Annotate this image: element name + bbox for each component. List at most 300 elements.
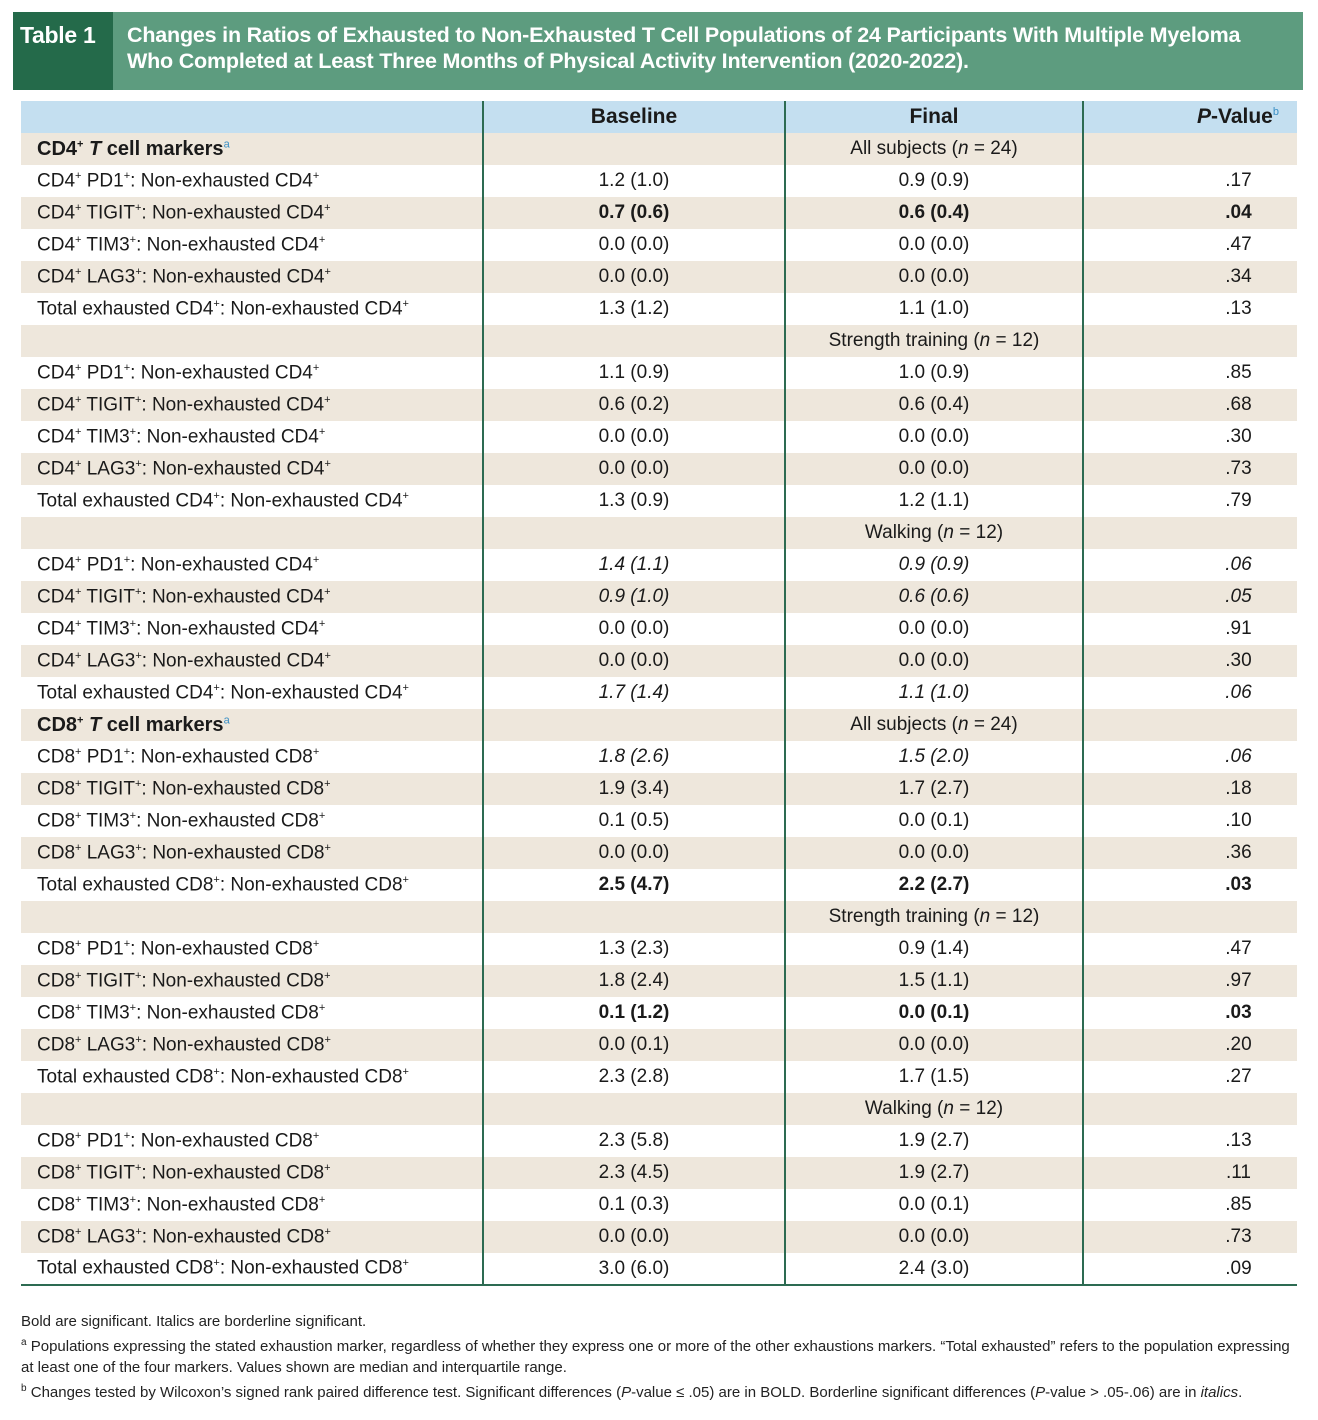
row-label-ref: CD8 [286, 842, 325, 864]
row-label-plus: + [134, 969, 142, 982]
row-label-type: PD1 [86, 746, 124, 768]
row-label-non-exhausted: : Non-exhausted [141, 778, 287, 800]
row-label-type: TIM3 [86, 618, 130, 640]
row-label-type: PD1 [86, 170, 124, 192]
table-row [21, 165, 1297, 197]
row-label-plus: + [213, 297, 220, 310]
group-n-open: ( [968, 906, 980, 927]
row-label-type: TIM3 [86, 810, 130, 832]
table-row [21, 197, 1297, 229]
final-cell: 0.0 (0.0) [785, 1221, 1083, 1253]
header-row [21, 101, 1297, 133]
footnote-a-mark: a [21, 1337, 27, 1348]
row-label-ref: CD4 [286, 458, 325, 480]
baseline-cell: 1.1 (0.9) [483, 357, 785, 389]
section-label-marker: CD4 [37, 137, 78, 160]
table-row [21, 1125, 1297, 1157]
row-label-plus: + [75, 809, 82, 822]
row-label-plus: + [123, 553, 131, 566]
row-label-total: Total exhausted [37, 874, 176, 896]
row-label-marker: CD8 [175, 1257, 214, 1279]
row-label-non-exhausted: : Non-exhausted [136, 426, 281, 448]
row-label-plus: + [324, 841, 331, 854]
row-label-ref: CD4 [280, 618, 319, 640]
row-label-plus: + [134, 1161, 142, 1174]
row-label [21, 741, 483, 773]
group-header-blank [483, 1093, 785, 1125]
final-cell: 1.2 (1.1) [785, 485, 1083, 517]
row-label-ref: CD8 [274, 938, 313, 960]
row-label-plus: + [75, 1033, 82, 1046]
row-label-marker: CD4 [175, 490, 214, 512]
row-label-plus: + [318, 809, 326, 822]
baseline-cell: 0.0 (0.0) [483, 453, 785, 485]
row-label-marker: CD8 [37, 1162, 76, 1184]
row-label-plus: + [123, 745, 131, 758]
baseline-cell: 1.9 (3.4) [483, 773, 785, 805]
group-header-blank [1083, 517, 1297, 549]
row-label-plus: + [123, 169, 131, 182]
baseline-cell: 0.6 (0.2) [483, 389, 785, 421]
group-n-open: ( [968, 330, 980, 351]
pvalue-cell: .79 [1083, 485, 1297, 517]
group-n-var: n [943, 1098, 954, 1119]
footnote-b-text-2: -value ≤ .05) are in BOLD. Borderline significant differences ( [631, 1384, 1036, 1401]
row-label-plus: + [213, 1065, 220, 1078]
pvalue-cell: .06 [1083, 677, 1297, 709]
row-label-plus: + [213, 1257, 220, 1270]
table-row [21, 485, 1297, 517]
baseline-cell: 0.0 (0.0) [483, 613, 785, 645]
table-row [21, 837, 1297, 869]
group-n-value: = 12) [953, 522, 1004, 543]
table-row [21, 677, 1297, 709]
row-label-ref: CD8 [274, 1130, 313, 1152]
row-label-type: TIM3 [86, 426, 130, 448]
row-label-plus: + [213, 489, 220, 502]
table-row [21, 773, 1297, 805]
row-label [21, 261, 483, 293]
row-label-marker: CD8 [37, 842, 76, 864]
row-label-non-exhausted: : Non-exhausted [141, 1034, 287, 1056]
row-label-type: PD1 [86, 362, 124, 384]
row-label-ref: CD8 [286, 1226, 325, 1248]
row-label-plus: + [312, 553, 320, 566]
group-header-blank [483, 901, 785, 933]
baseline-cell: 0.1 (0.3) [483, 1189, 785, 1221]
row-label-plus: + [135, 1033, 142, 1046]
table-row [21, 421, 1297, 453]
final-cell: 0.0 (0.0) [785, 453, 1083, 485]
row-label [21, 773, 483, 805]
row-label [21, 389, 483, 421]
row-label-plus: + [312, 361, 320, 374]
group-name: All subjects [850, 714, 947, 735]
row-label-non-exhausted: : Non-exhausted [136, 1002, 281, 1024]
row-label-plus: + [75, 393, 82, 406]
row-label [21, 293, 483, 325]
group-name: Walking [864, 522, 932, 543]
baseline-cell: 0.0 (0.0) [483, 1221, 785, 1253]
final-cell: 0.9 (1.4) [785, 933, 1083, 965]
section-label-footnote: a [223, 713, 230, 726]
row-label-ref: CD4 [286, 394, 325, 416]
final-cell: 2.4 (3.0) [785, 1253, 1083, 1285]
row-label-plus: + [134, 777, 142, 790]
row-label [21, 485, 483, 517]
row-label-ref: CD8 [286, 1162, 325, 1184]
pvalue-cell: .73 [1083, 453, 1297, 485]
row-label-plus: + [135, 841, 142, 854]
pvalue-cell: .73 [1083, 1221, 1297, 1253]
table-row [21, 1061, 1297, 1093]
section-label-cell [21, 709, 483, 741]
row-label-marker: CD4 [37, 618, 76, 640]
group-header-row [21, 325, 1297, 357]
group-name: Walking [864, 1098, 932, 1119]
row-label-plus: + [129, 809, 137, 822]
header-pvalue-footnote: b [1272, 106, 1279, 118]
table-row [21, 581, 1297, 613]
footnote-b-text-3: -value > .05-.06) are in [1045, 1384, 1201, 1401]
group-header-row [21, 133, 1297, 165]
group-n-value: = 24) [968, 714, 1018, 735]
row-label-non-exhausted: : Non-exhausted [136, 618, 281, 640]
table-row [21, 389, 1297, 421]
row-label-plus: + [75, 425, 82, 438]
footnote-b-p2: P [1035, 1384, 1046, 1401]
baseline-cell: 0.7 (0.6) [483, 197, 785, 229]
section-label-footnote: a [223, 137, 230, 150]
row-label-ref: CD4 [274, 554, 313, 576]
group-n-var: n [943, 522, 954, 543]
row-label-marker: CD8 [37, 970, 76, 992]
group-n-var: n [979, 330, 991, 351]
row-label-non-exhausted: : Non-exhausted [219, 874, 365, 896]
baseline-cell: 0.1 (0.5) [483, 805, 785, 837]
row-label-ref: CD8 [286, 778, 325, 800]
pvalue-cell: .06 [1083, 549, 1297, 581]
row-label-plus: + [402, 873, 409, 886]
row-label [21, 613, 483, 645]
row-label-plus: + [312, 745, 320, 758]
row-label-non-exhausted: : Non-exhausted [141, 650, 287, 672]
table-row [21, 997, 1297, 1029]
row-label-total: Total exhausted [37, 490, 176, 512]
group-n-open: ( [931, 522, 944, 543]
row-label-plus: + [75, 361, 82, 374]
header-baseline: Baseline [483, 101, 785, 133]
row-label-non-exhausted: : Non-exhausted [141, 394, 287, 416]
row-label-type: TIM3 [86, 1194, 130, 1216]
group-n-open: ( [946, 714, 958, 735]
row-label [21, 933, 483, 965]
row-label-marker: CD8 [37, 938, 76, 960]
final-cell: 1.5 (1.1) [785, 965, 1083, 997]
section-label-marker: CD8 [37, 713, 78, 736]
row-label-plus: + [75, 585, 82, 598]
footnote-a [21, 1332, 1306, 1378]
row-label-marker: CD4 [37, 458, 76, 480]
row-label-non-exhausted: : Non-exhausted [219, 490, 365, 512]
pvalue-cell: .34 [1083, 261, 1297, 293]
row-label-plus: + [312, 1129, 320, 1142]
final-cell: 1.1 (1.0) [785, 677, 1083, 709]
section-label-text: cell markers [101, 137, 224, 160]
footnote-b-italics: italics [1200, 1384, 1239, 1401]
final-cell: 0.0 (0.0) [785, 837, 1083, 869]
footnote-b [21, 1378, 1306, 1403]
row-label-plus: + [312, 937, 320, 950]
row-label-plus: + [318, 233, 326, 246]
table-row [21, 1189, 1297, 1221]
group-header-blank [483, 325, 785, 357]
final-cell: 1.5 (2.0) [785, 741, 1083, 773]
row-label [21, 1221, 483, 1253]
final-cell: 1.1 (1.0) [785, 293, 1083, 325]
row-label [21, 805, 483, 837]
row-label-plus: + [75, 169, 82, 182]
row-label [21, 165, 483, 197]
baseline-cell: 0.0 (0.1) [483, 1029, 785, 1061]
pvalue-cell: .27 [1083, 1061, 1297, 1093]
group-header-row [21, 901, 1297, 933]
group-label [785, 133, 1083, 165]
footnote-b-text-1: Changes tested by Wilcoxon’s signed rank paired difference test. Significant differences ( [26, 1384, 622, 1401]
group-n-open: ( [946, 138, 958, 159]
header-final: Final [785, 101, 1083, 133]
row-label-ref: CD8 [280, 1194, 319, 1216]
row-label-plus: + [318, 1001, 326, 1014]
row-label-total: Total exhausted [37, 298, 176, 320]
row-label-ref: CD8 [286, 970, 325, 992]
row-label-plus: + [324, 777, 331, 790]
data-table-container [21, 101, 1297, 1286]
pvalue-cell: .85 [1083, 1189, 1297, 1221]
row-label-plus: + [129, 1193, 137, 1206]
final-cell: 1.9 (2.7) [785, 1157, 1083, 1189]
row-label-marker: CD8 [37, 778, 76, 800]
row-label-plus: + [324, 1033, 331, 1046]
row-label-plus: + [312, 169, 320, 182]
group-label [785, 517, 1083, 549]
table-title-bar [13, 12, 1303, 90]
table-row [21, 453, 1297, 485]
group-header-blank [1083, 133, 1297, 165]
table-number-label: Table 1 [13, 12, 113, 90]
row-label-ref: CD4 [274, 170, 313, 192]
row-label-plus: + [324, 457, 331, 470]
row-label-plus: + [134, 585, 142, 598]
row-label-non-exhausted: : Non-exhausted [130, 362, 275, 384]
row-label-plus: + [402, 489, 409, 502]
pvalue-cell: .18 [1083, 773, 1297, 805]
pvalue-cell: .20 [1083, 1029, 1297, 1061]
final-cell: 0.0 (0.1) [785, 805, 1083, 837]
row-label-plus: + [135, 649, 142, 662]
row-label-marker: CD4 [37, 426, 76, 448]
row-label-type: LAG3 [86, 650, 136, 672]
pvalue-cell: .03 [1083, 997, 1297, 1029]
row-label-plus: + [324, 1225, 331, 1238]
row-label-total: Total exhausted [37, 1257, 176, 1279]
row-label-plus: + [129, 425, 137, 438]
row-label-non-exhausted: : Non-exhausted [219, 1257, 365, 1279]
final-cell: 0.0 (0.0) [785, 261, 1083, 293]
row-label-plus: + [324, 201, 331, 214]
row-label-type: LAG3 [86, 1034, 136, 1056]
row-label-marker: CD8 [37, 1034, 76, 1056]
row-label-non-exhausted: : Non-exhausted [141, 1226, 287, 1248]
row-label-ref: CD4 [280, 426, 319, 448]
row-label-plus: + [75, 1001, 82, 1014]
group-header-blank [1083, 1093, 1297, 1125]
row-label-ref: CD4 [280, 234, 319, 256]
row-label-non-exhausted: : Non-exhausted [141, 586, 287, 608]
table-title: Changes in Ratios of Exhausted to Non-Exhausted T Cell Populations of 24 Participants With Multiple Myeloma Who Completed at Least Three Months of Physical Activity Intervention (2020-2022). [127, 23, 1241, 73]
pvalue-cell: .68 [1083, 389, 1297, 421]
row-label-total: Total exhausted [37, 682, 176, 704]
row-label-plus: + [75, 969, 82, 982]
table-row [21, 1221, 1297, 1253]
final-cell: 0.0 (0.0) [785, 1029, 1083, 1061]
baseline-cell: 0.0 (0.0) [483, 421, 785, 453]
group-name: Strength training [828, 330, 969, 351]
row-label-type: TIGIT [86, 586, 135, 608]
baseline-cell: 1.2 (1.0) [483, 165, 785, 197]
row-label-ref: CD8 [274, 746, 313, 768]
row-label [21, 453, 483, 485]
row-label [21, 229, 483, 261]
baseline-cell: 1.3 (2.3) [483, 933, 785, 965]
row-label [21, 1125, 483, 1157]
row-label-type: TIGIT [86, 394, 135, 416]
row-label [21, 1061, 483, 1093]
pvalue-cell: .03 [1083, 869, 1297, 901]
row-label-type: TIM3 [86, 1002, 130, 1024]
final-cell: 1.9 (2.7) [785, 1125, 1083, 1157]
pvalue-cell: .47 [1083, 933, 1297, 965]
pvalue-cell: .11 [1083, 1157, 1297, 1189]
baseline-cell: 1.8 (2.4) [483, 965, 785, 997]
group-n-value: = 12) [990, 330, 1040, 351]
section-label-cell [21, 325, 483, 357]
row-label-marker: CD8 [37, 746, 76, 768]
row-label-plus: + [75, 937, 82, 950]
section-label-cell [21, 1093, 483, 1125]
row-label [21, 869, 483, 901]
baseline-cell: 2.3 (4.5) [483, 1157, 785, 1189]
row-label-non-exhausted: : Non-exhausted [219, 682, 365, 704]
row-label-plus: + [324, 393, 331, 406]
pvalue-cell: .85 [1083, 357, 1297, 389]
row-label-ref: CD8 [280, 1002, 319, 1024]
row-label-type: TIGIT [86, 778, 135, 800]
baseline-cell: 2.5 (4.7) [483, 869, 785, 901]
row-label-non-exhausted: : Non-exhausted [130, 1130, 275, 1152]
row-label-plus: + [75, 233, 82, 246]
row-label-plus: + [129, 617, 137, 630]
row-label-plus: + [135, 1225, 142, 1238]
row-label-type: TIGIT [86, 1162, 135, 1184]
group-n-value: = 12) [953, 1098, 1004, 1119]
final-cell: 0.0 (0.0) [785, 613, 1083, 645]
row-label-non-exhausted: : Non-exhausted [130, 746, 275, 768]
final-cell: 0.9 (0.9) [785, 165, 1083, 197]
row-label-non-exhausted: : Non-exhausted [141, 970, 287, 992]
row-label-plus: + [75, 841, 82, 854]
row-label-marker: CD8 [37, 1130, 76, 1152]
baseline-cell: 1.4 (1.1) [483, 549, 785, 581]
table-row [21, 965, 1297, 997]
baseline-cell: 0.0 (0.0) [483, 837, 785, 869]
row-label-type: LAG3 [86, 842, 136, 864]
group-n-var: n [958, 138, 969, 159]
table-footnotes [21, 1311, 1306, 1403]
row-label-type: TIGIT [86, 202, 135, 224]
row-label-marker: CD4 [37, 170, 76, 192]
group-n-value: = 12) [990, 906, 1040, 927]
header-label-blank [21, 101, 483, 133]
row-label-ref: CD4 [286, 266, 325, 288]
row-label [21, 549, 483, 581]
row-label-plus: + [324, 585, 331, 598]
pvalue-cell: .05 [1083, 581, 1297, 613]
row-label-plus: + [75, 1193, 82, 1206]
row-label-plus: + [135, 457, 142, 470]
pvalue-cell: .97 [1083, 965, 1297, 997]
row-label [21, 357, 483, 389]
final-cell: 0.0 (0.0) [785, 229, 1083, 261]
final-cell: 0.6 (0.6) [785, 581, 1083, 613]
pvalue-cell: .30 [1083, 645, 1297, 677]
row-label-plus: + [75, 617, 82, 630]
row-label [21, 197, 483, 229]
group-n-open: ( [931, 1098, 944, 1119]
pvalue-cell: .06 [1083, 741, 1297, 773]
table-row [21, 933, 1297, 965]
footnote-b-mark: b [21, 1383, 27, 1394]
row-label-non-exhausted: : Non-exhausted [141, 842, 287, 864]
baseline-cell: 1.3 (0.9) [483, 485, 785, 517]
row-label-total: Total exhausted [37, 1066, 176, 1088]
baseline-cell: 0.0 (0.0) [483, 261, 785, 293]
table-row [21, 357, 1297, 389]
baseline-cell: 0.1 (1.2) [483, 997, 785, 1029]
row-label-plus: + [75, 745, 82, 758]
row-label-plus: + [75, 265, 82, 278]
row-label-marker: CD8 [175, 1066, 214, 1088]
group-header-row [21, 709, 1297, 741]
row-label [21, 581, 483, 613]
group-header-blank [483, 133, 785, 165]
row-label [21, 1157, 483, 1189]
row-label-type: PD1 [86, 554, 124, 576]
final-cell: 1.7 (1.5) [785, 1061, 1083, 1093]
row-label-type: LAG3 [86, 458, 136, 480]
row-label-marker: CD4 [37, 362, 76, 384]
table-body [21, 133, 1297, 1285]
row-label-marker: CD4 [37, 266, 76, 288]
group-label [785, 901, 1083, 933]
row-label [21, 421, 483, 453]
header-pvalue-p: P [1196, 105, 1211, 128]
row-label [21, 1253, 483, 1285]
row-label-plus: + [75, 1161, 82, 1174]
row-label-non-exhausted: : Non-exhausted [141, 458, 287, 480]
row-label [21, 1029, 483, 1061]
baseline-cell: 0.9 (1.0) [483, 581, 785, 613]
